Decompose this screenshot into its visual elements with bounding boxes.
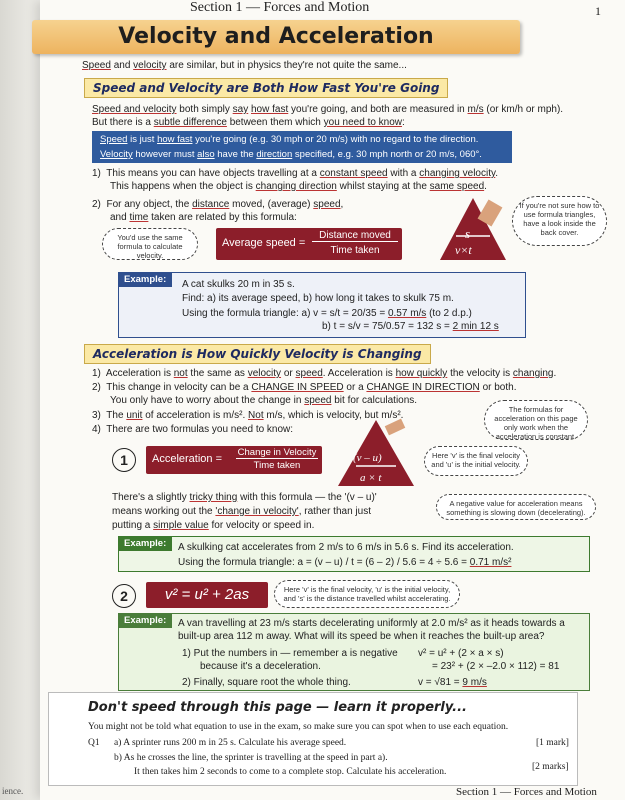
word: taken are related by this formula: [151,212,297,223]
list1-item1-line2 [110,181,487,193]
word: you're going (e.g. 30 mph or 20 m/s) with no regard to the direction. [195,134,479,145]
summary-title: Don't speed through this page — learn it properly... [88,700,467,715]
example-3-eq2: = 23² + (2 × –2.0 × 112) = 81 [432,661,560,672]
calc: Using the formula triangle: a = (v – u) / t = (6 – 2) / 5.6 = 4 ÷ 5.6 = [178,557,467,568]
question-a-marks: [1 mark] [536,738,569,748]
tricky-line2 [112,506,371,518]
speed-formula-triangle [438,196,508,262]
word: , rather than just [298,506,371,517]
word: however must [135,149,195,160]
calc: v = √81 = [418,677,460,688]
answer: 2 min 12 s [452,321,499,332]
word: or both. [482,382,517,393]
definition-speed [100,132,504,147]
word: There are two formulas you need to know: [106,424,294,435]
word: simple value [153,520,209,531]
word: not [173,368,188,379]
acceleration-formula [146,446,322,474]
page-title: Velocity and Acceleration [118,24,434,49]
word: are similar, but in physics they're not quite the same... [169,60,407,71]
formula-left: Acceleration = [152,453,223,465]
example-3-step1b: because it's a deceleration. [200,661,321,672]
word: . [484,181,487,192]
page-number: 1 [595,4,601,18]
formula-2-marker: 2 [112,584,136,608]
word: subtle difference [153,117,227,128]
footer-section: Section 1 — Forces and Motion [456,786,597,798]
pointing-hand-icon [385,419,406,436]
example-1-line3 [182,308,472,320]
word: have the [217,149,254,160]
word: and [113,60,131,71]
calc: Using the formula triangle: a) v = s/t = 20/35 = [182,308,386,319]
example-1-line2: Find: a) its average speed, b) how long it takes to skulk 75 m. [182,293,454,304]
answer: 0.57 m/s [387,308,427,319]
word: putting a [112,520,151,531]
num: 2) [92,382,101,393]
word: bit for calculations. [334,395,418,406]
section-header: Section 1 — Forces and Motion [190,0,370,15]
num: 1) [92,368,101,379]
word: This change in velocity can be a [106,382,249,393]
triangle1-bottom: v×t [455,243,472,257]
word: , [340,199,344,210]
suvat-formula: v² = u² + 2as [146,582,268,608]
triangle1-top: s [465,226,471,241]
word: is just [130,134,155,145]
word: unit [126,410,143,421]
word: changing [512,368,554,379]
list2-item2-cont [110,395,417,407]
definition-velocity [100,147,504,162]
word: you need to know [323,117,403,128]
word: or [283,368,293,379]
triangle2-top: (v – u) [353,452,382,464]
question-b-marks: [2 marks] [532,762,569,772]
question-b-line2: It then takes him 2 seconds to come to a complete stop. Calculate his acceleration. [134,767,447,777]
word: changing direction [255,181,337,192]
example-2-line2 [178,557,511,569]
word: changing velocity [419,168,496,179]
definition-box [92,131,512,163]
word: distance [192,199,230,210]
title-banner [32,20,520,54]
calc: b) t = s/v = 75/0.57 = 132 s = [322,321,450,332]
note-same-formula: You'd use the same formula to calculate velocity. [102,228,198,260]
word: Speed and velocity [92,104,177,115]
word: velocity [247,368,282,379]
answer: 0.71 m/s² [469,557,512,568]
word: speed [304,395,332,406]
example-3-step1a: 1) Put the numbers in — remember a is negative [182,648,398,659]
word: 'change in velocity' [215,506,299,517]
word: Acceleration is [105,368,171,379]
word: speed [313,199,341,210]
word: Velocity [100,149,133,160]
word: say [232,104,249,115]
word: also [197,149,215,160]
section-heading-acceleration: Acceleration is How Quickly Velocity is Changing [84,344,431,364]
example-3-eq1: v² = u² + (2 × a × s) [418,648,504,659]
word: with this formula — the '(v – u)' [240,492,377,503]
word: The [106,410,124,421]
note-v-u: Here 'v' is the final velocity and 'u' is the initial velocity. [424,446,528,476]
list2-item4 [92,424,293,436]
word: (or km/h or mph). [486,104,564,115]
formula-numerator: Change in Velocity [237,447,317,458]
book-gutter [0,0,40,800]
word: For any object, the [106,199,190,210]
list1-item2-line1 [92,199,343,211]
word: and [110,212,127,223]
section-heading-speed: Speed and Velocity are Both How Fast You're Going [84,78,448,98]
answer: 9 m/s [462,677,487,688]
para-2 [92,117,405,129]
num: 1) [92,168,101,179]
word: how quickly [395,368,448,379]
word: But there is a [92,117,151,128]
word: There's a slightly [112,492,187,503]
num: 4) [92,424,101,435]
example-1-label: Example: [118,272,172,287]
word: specified, e.g. 30 mph north or 20 m/s, 060°. [294,149,482,160]
word: Speed [100,134,128,145]
word: m/s, which is velocity, but m/s². [266,410,404,421]
example-3-label: Example: [118,613,172,628]
word: for velocity or speed in. [211,520,315,531]
note-s-distance: Here 'v' is the final velocity, 'u' is the initial velocity, and 's' is the distance travelled whilst accelerating. [274,580,460,608]
calc: (to 2 d.p.) [429,308,472,319]
formula-denominator: Time taken [330,245,380,256]
question-b-line1: b) As he crosses the line, the sprinter is travelling at the speed in part a). [114,753,388,763]
word: the same as [190,368,245,379]
word: how fast [157,134,193,145]
word: same speed [429,181,485,192]
example-3-eq3 [418,677,487,689]
word: between them which [229,117,321,128]
summary-text: You might not be told what equation to use in the exam, so make sure you can spot when to use each equation. [88,722,509,732]
formula-denominator: Time taken [253,460,301,471]
word: m/s [467,104,484,115]
word: or a [346,382,364,393]
word: both simply [179,104,230,115]
question-a: a) A sprinter runs 200 m in 25 s. Calculate his average speed. [114,738,347,748]
word: the velocity is [450,368,511,379]
example-3-line2: built-up area 112 m away. What will its speed be when it reaches the built-up area? [178,631,545,642]
word: CHANGE IN SPEED [251,382,344,393]
tricky-line3 [112,520,314,532]
para-1 [92,104,563,116]
word: velocity [133,60,167,71]
list1-item2-line2 [110,212,297,224]
word: Not [248,410,264,421]
average-speed-formula [216,228,402,260]
example-3-line1: A van travelling at 23 m/s starts decelerating uniformly at 2.0 m/s² as it heads towards a [178,618,565,629]
example-1-line1: A cat skulks 20 m in 35 s. [182,279,295,290]
word: moved, (average) [232,199,311,210]
formula-1-marker: 1 [112,448,136,472]
num: 3) [92,410,101,421]
word: time [129,212,149,223]
word: of acceleration is m/s². [145,410,249,421]
word: constant speed [319,168,388,179]
word: This means you can have objects travelling at a [106,168,317,179]
num: 2) [92,199,101,210]
word: . [495,168,499,179]
word: You only have to worry about the change in [110,395,302,406]
word: tricky thing [189,492,238,503]
word: speed [295,368,323,379]
word: This happens when the object is [110,181,253,192]
list1-item1-line1 [92,168,498,180]
word: with a [390,168,417,179]
example-1-line4 [322,321,499,333]
word: CHANGE IN DIRECTION [366,382,480,393]
word: . [553,368,557,379]
word: : [402,117,405,128]
margin-note: ience. [2,786,24,796]
list2-item1 [92,368,556,380]
example-3-step2: 2) Finally, square root the whole thing. [182,677,351,688]
word: . Acceleration is [322,368,393,379]
note-negative: A negative value for acceleration means something is slowing down (decelerating). [436,494,596,520]
triangle2-bottom: a × t [360,472,382,484]
formula-left: Average speed = [222,237,306,249]
formula-numerator: Distance moved [312,230,398,242]
word: you're going, and both are measured in [291,104,465,115]
list2-item2 [92,382,516,394]
intro-line [82,60,407,72]
word: means working out the [112,506,213,517]
example-2-line1: A skulking cat accelerates from 2 m/s to 6 m/s in 5.6 s. Find its acceleration. [178,542,514,553]
note-constant-acceleration: The formulas for acceleration on this page only work when the acceleration is constant. [484,400,588,440]
question-number: Q1 [88,738,100,748]
word: Speed [82,60,111,71]
word: direction [256,149,293,160]
word: whilst staying at the [339,181,427,192]
note-formula-triangles: If you're not sure how to use formula triangles, have a look inside the back cover. [512,196,607,246]
tricky-line1 [112,492,377,504]
word: how fast [251,104,289,115]
example-2-label: Example: [118,536,172,551]
